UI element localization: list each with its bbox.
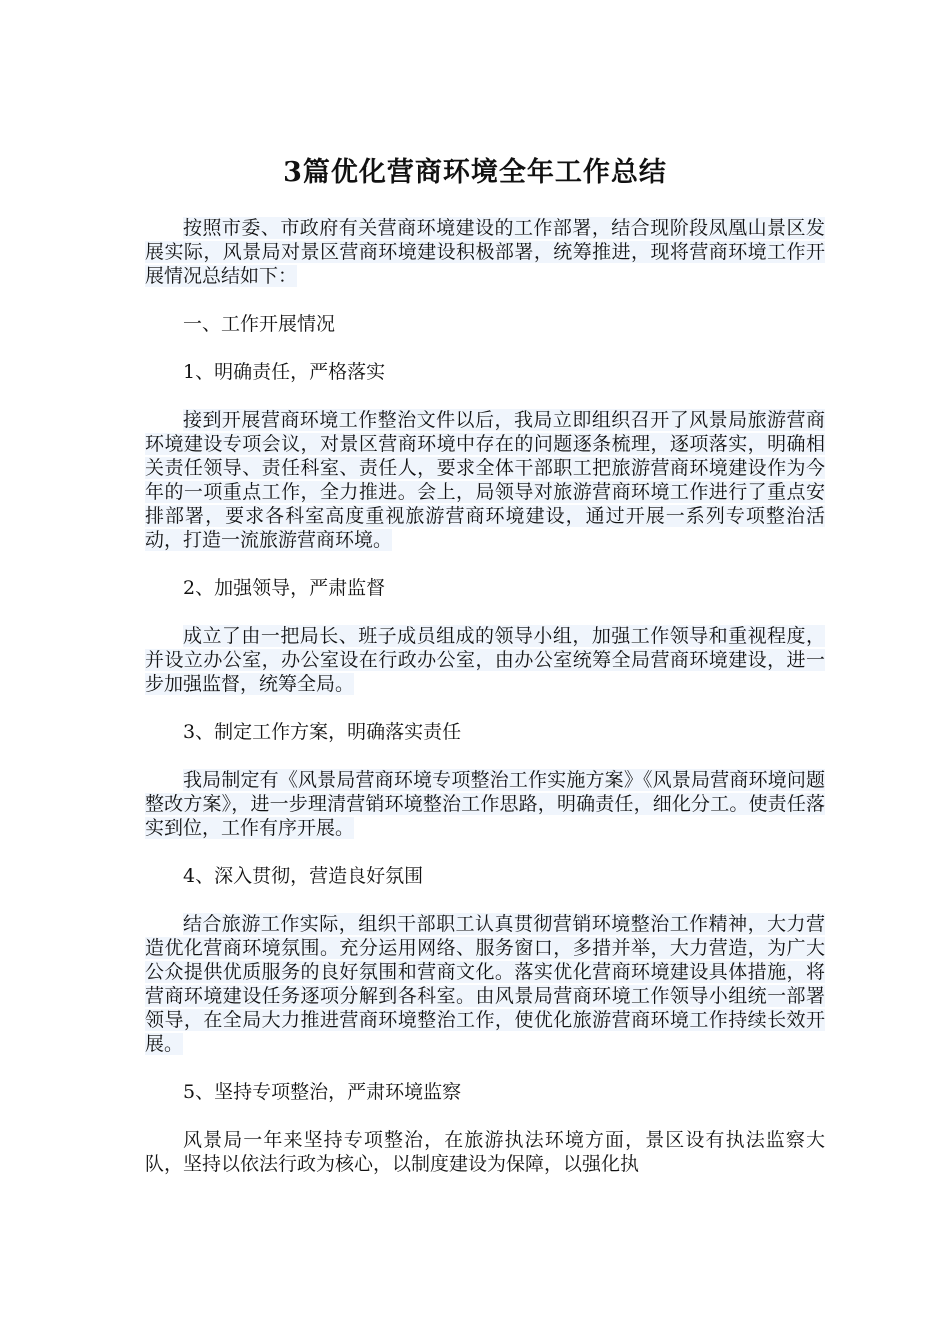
document-body: [145, 216, 825, 1200]
paragraph-text: 成立了由一把局长、班子成员组成的领导小组，加强工作领导和重视程度，并设立办公室，办公室设在行政办公室，由办公室统筹全局营商环境建设，进一步加强监督，统筹全局。: [145, 625, 825, 695]
heading-text: 3、制定工作方案，明确落实责任: [183, 721, 462, 743]
paragraph-text: 接到开展营商环境工作整治文件以后，我局立即组织召开了风景局旅游营商环境建设专项会议，对景区营商环境中存在的问题逐条梳理，逐项落实，明确相关责任领导、责任科室、责任人，要求全体干部职工把旅游营商环境建设作为今年的一项重点工作，全力推进。会上，局领导对旅游营商环境工作进行了重点安排部署，要求各科室高度重视旅游营商环境建设，通过开展一系列专项整治活动，打造一流旅游营商环境。: [145, 409, 825, 551]
paragraph-text: 我局制定有《风景局营商环境专项整治工作实施方案》《风景局营商环境问题整改方案》，进一步理清营销环境整治工作思路，明确责任，细化分工。使责任落实到位，工作有序开展。: [145, 769, 825, 839]
heading-text: 5、坚持专项整治，严肃环境监察: [183, 1081, 462, 1103]
paragraph-text: 风景局一年来坚持专项整治，在旅游执法环境方面，景区设有执法监察大队，坚持以依法行政为核心，以制度建设为保障，以强化执: [145, 1129, 825, 1175]
body-paragraph-3: [145, 768, 825, 840]
body-paragraph-2: [145, 624, 825, 696]
heading-text: 1、明确责任，严格落实: [183, 361, 386, 383]
section-heading: [145, 312, 825, 336]
subsection-heading-2: [145, 576, 825, 600]
subsection-heading-3: [145, 720, 825, 744]
intro-paragraph: [145, 216, 825, 288]
heading-text: 4、深入贯彻，营造良好氛围: [183, 865, 424, 887]
subsection-heading-5: [145, 1080, 825, 1104]
body-paragraph-4: [145, 912, 825, 1056]
body-paragraph-5: [145, 1128, 825, 1176]
heading-text: 2、加强领导，严肃监督: [183, 577, 386, 599]
subsection-heading-1: [145, 360, 825, 384]
subsection-heading-4: [145, 864, 825, 888]
body-paragraph-1: [145, 408, 825, 552]
paragraph-text: 按照市委、市政府有关营商环境建设的工作部署，结合现阶段凤凰山景区发展实际，风景局对景区营商环境建设积极部署，统筹推进，现将营商环境工作开展情况总结如下：: [145, 217, 825, 287]
document-title: 3篇优化营商环境全年工作总结: [283, 157, 667, 188]
paragraph-text: 结合旅游工作实际，组织干部职工认真贯彻营销环境整治工作精神，大力营造优化营商环境氛围。充分运用网络、服务窗口，多措并举，大力营造，为广大公众提供优质服务的良好氛围和营商文化。落实优化营商环境建设具体措施，将营商环境建设任务逐项分解到各科室。由风景局营商环境工作领导小组统一部署领导，在全局大力推进营商环境整治工作，使优化旅游营商环境工作持续长效开展。: [145, 913, 825, 1055]
heading-text: 一、工作开展情况: [183, 313, 336, 335]
